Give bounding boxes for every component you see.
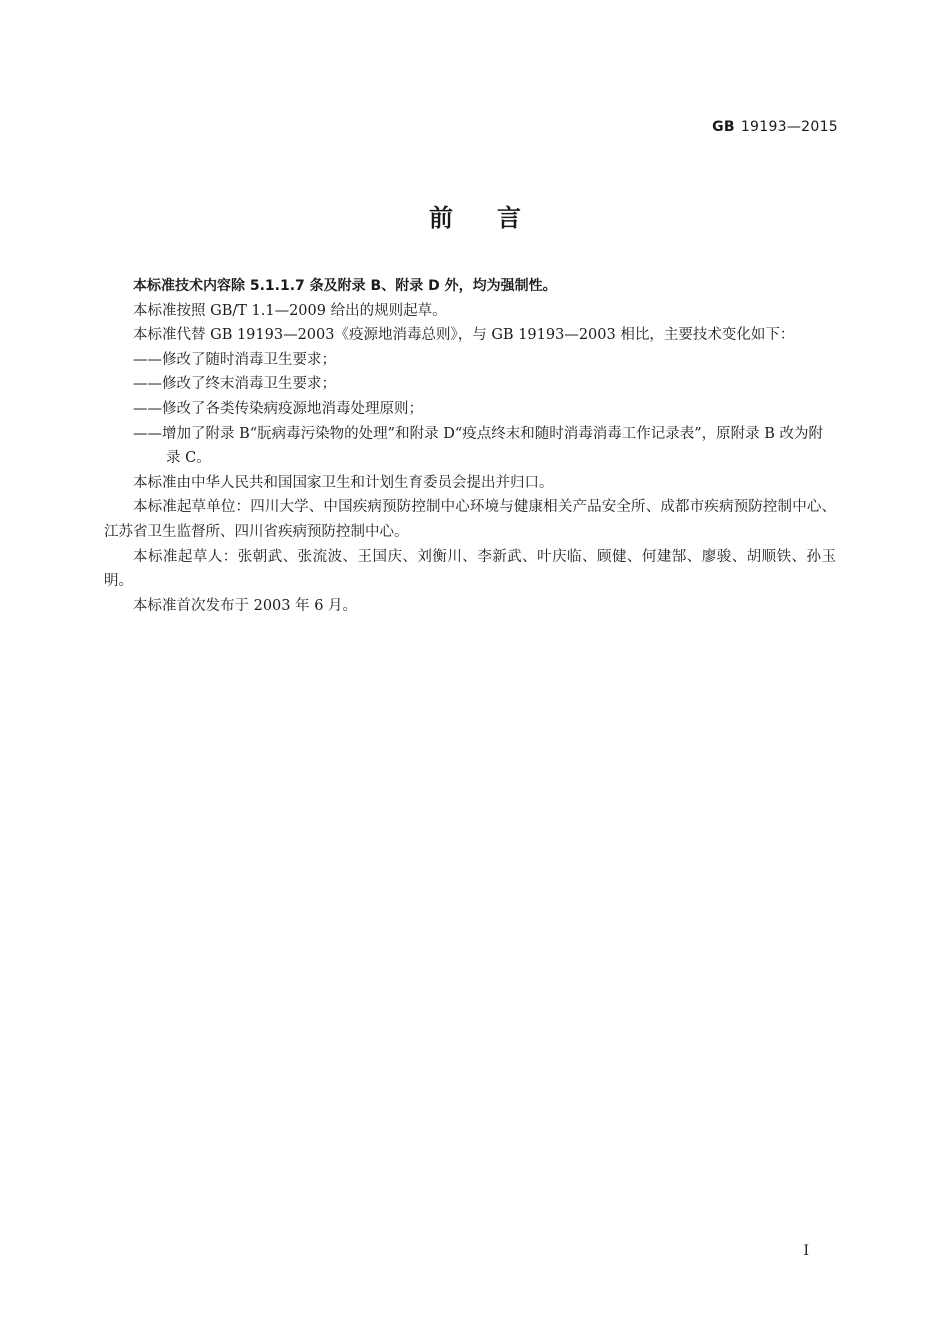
standard-code [712,119,838,135]
change-item: ——修改了终末消毒卫生要求； [133,376,336,393]
change-item: ——修改了各类传染病疫源地消毒处理原则； [133,400,423,417]
mandatory-statement: 本标准技术内容除 5.1.1.7 条及附录 B、附录 D 外，均为强制性。 [133,278,557,294]
proposer-paragraph: 本标准由中华人民共和国国家卫生和计划生育委员会提出并归口。 [133,474,554,491]
first-release-paragraph: 本标准首次发布于 2003 年 6 月。 [133,597,358,614]
change-item: ——修改了随时消毒卫生要求； [133,351,336,368]
drafting-units-paragraph: 本标准起草单位：四川大学、中国疾病预防控制中心环境与健康相关产品安全所、成都市疾病预防控制中心、江苏省卫生监督所、四川省疾病预防控制中心。 [104,499,836,540]
change-item: ——增加了附录 B“朊病毒污染物的处理”和附录 D“疫点终末和随时消毒消毒工作记录表”，原附录 B 改为附录 C。 [133,425,824,467]
drafters-paragraph: 本标准起草人：张朝武、张流波、王国庆、刘衡川、李新武、叶庆临、顾健、何建郜、廖骏、胡顺铁、孙玉明。 [104,548,836,590]
drafting-rules-paragraph: 本标准按照 GB/T 1.1—2009 给出的规则起草。 [133,302,447,319]
standard-number: 19193—2015 [740,119,838,135]
page-number: I [803,1243,809,1259]
standard-prefix: GB [712,119,735,135]
replacement-paragraph: 本标准代替 GB 19193—2003《疫源地消毒总则》，与 GB 19193—2003 相比，主要技术变化如下： [133,327,795,344]
preface-body [104,274,836,618]
page-title: 前言 [429,204,565,232]
